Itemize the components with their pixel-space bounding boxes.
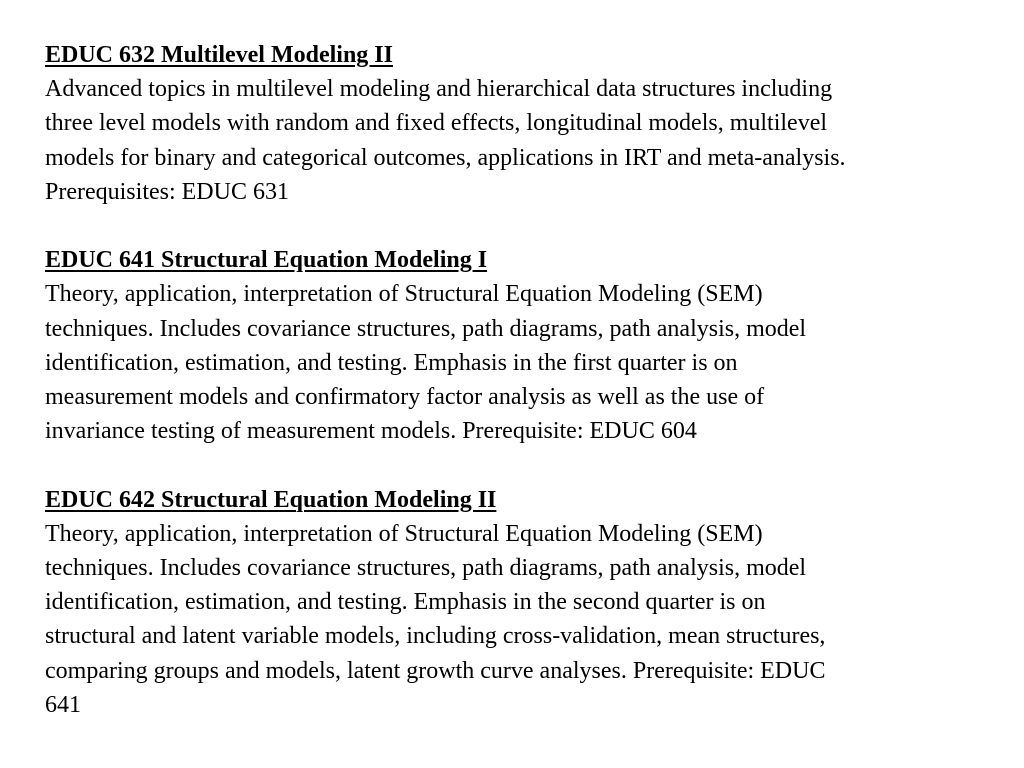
- course-description-line: techniques. Includes covariance structures, path diagrams, path analysis, model: [45, 315, 807, 342]
- course-description-line: identification, estimation, and testing. Emphasis in the second quarter is on: [45, 589, 766, 616]
- course-title: EDUC 642 Structural Equation Modeling II: [45, 486, 497, 513]
- course-description-line: Theory, application, interpretation of Structural Equation Modeling (SEM): [45, 281, 763, 308]
- course-list: [45, 38, 985, 722]
- course-prerequisite-line: Prerequisites: EDUC 631: [45, 178, 289, 205]
- course-description-line: three level models with random and fixed effects, longitudinal models, multilevel: [45, 110, 828, 137]
- course-description-line: Theory, application, interpretation of Structural Equation Modeling (SEM): [45, 520, 763, 547]
- course-description-line: structural and latent variable models, including cross-validation, mean structures,: [45, 623, 826, 650]
- course-entry-educ-641: [45, 243, 985, 448]
- course-entry-educ-642: [45, 483, 985, 722]
- course-entry-educ-632: [45, 38, 985, 209]
- course-title: EDUC 641 Structural Equation Modeling I: [45, 247, 488, 274]
- course-title: EDUC 632 Multilevel Modeling II: [45, 42, 393, 68]
- course-prerequisite-line: invariance testing of measurement models. Prerequisite: EDUC 604: [45, 418, 697, 445]
- course-description-line: models for binary and categorical outcomes, applications in IRT and meta-analysis.: [45, 144, 846, 171]
- course-description-line: identification, estimation, and testing. Emphasis in the first quarter is on: [45, 349, 738, 376]
- course-prerequisite-line: comparing groups and models, latent growth curve analyses. Prerequisite: EDUC: [45, 657, 826, 684]
- course-description-line: measurement models and confirmatory factor analysis as well as the use of: [45, 384, 765, 411]
- course-description-line: Advanced topics in multilevel modeling and hierarchical data structures including: [45, 76, 833, 103]
- course-description-line: techniques. Includes covariance structures, path diagrams, path analysis, model: [45, 555, 807, 582]
- course-prerequisite-line: 641: [45, 691, 81, 718]
